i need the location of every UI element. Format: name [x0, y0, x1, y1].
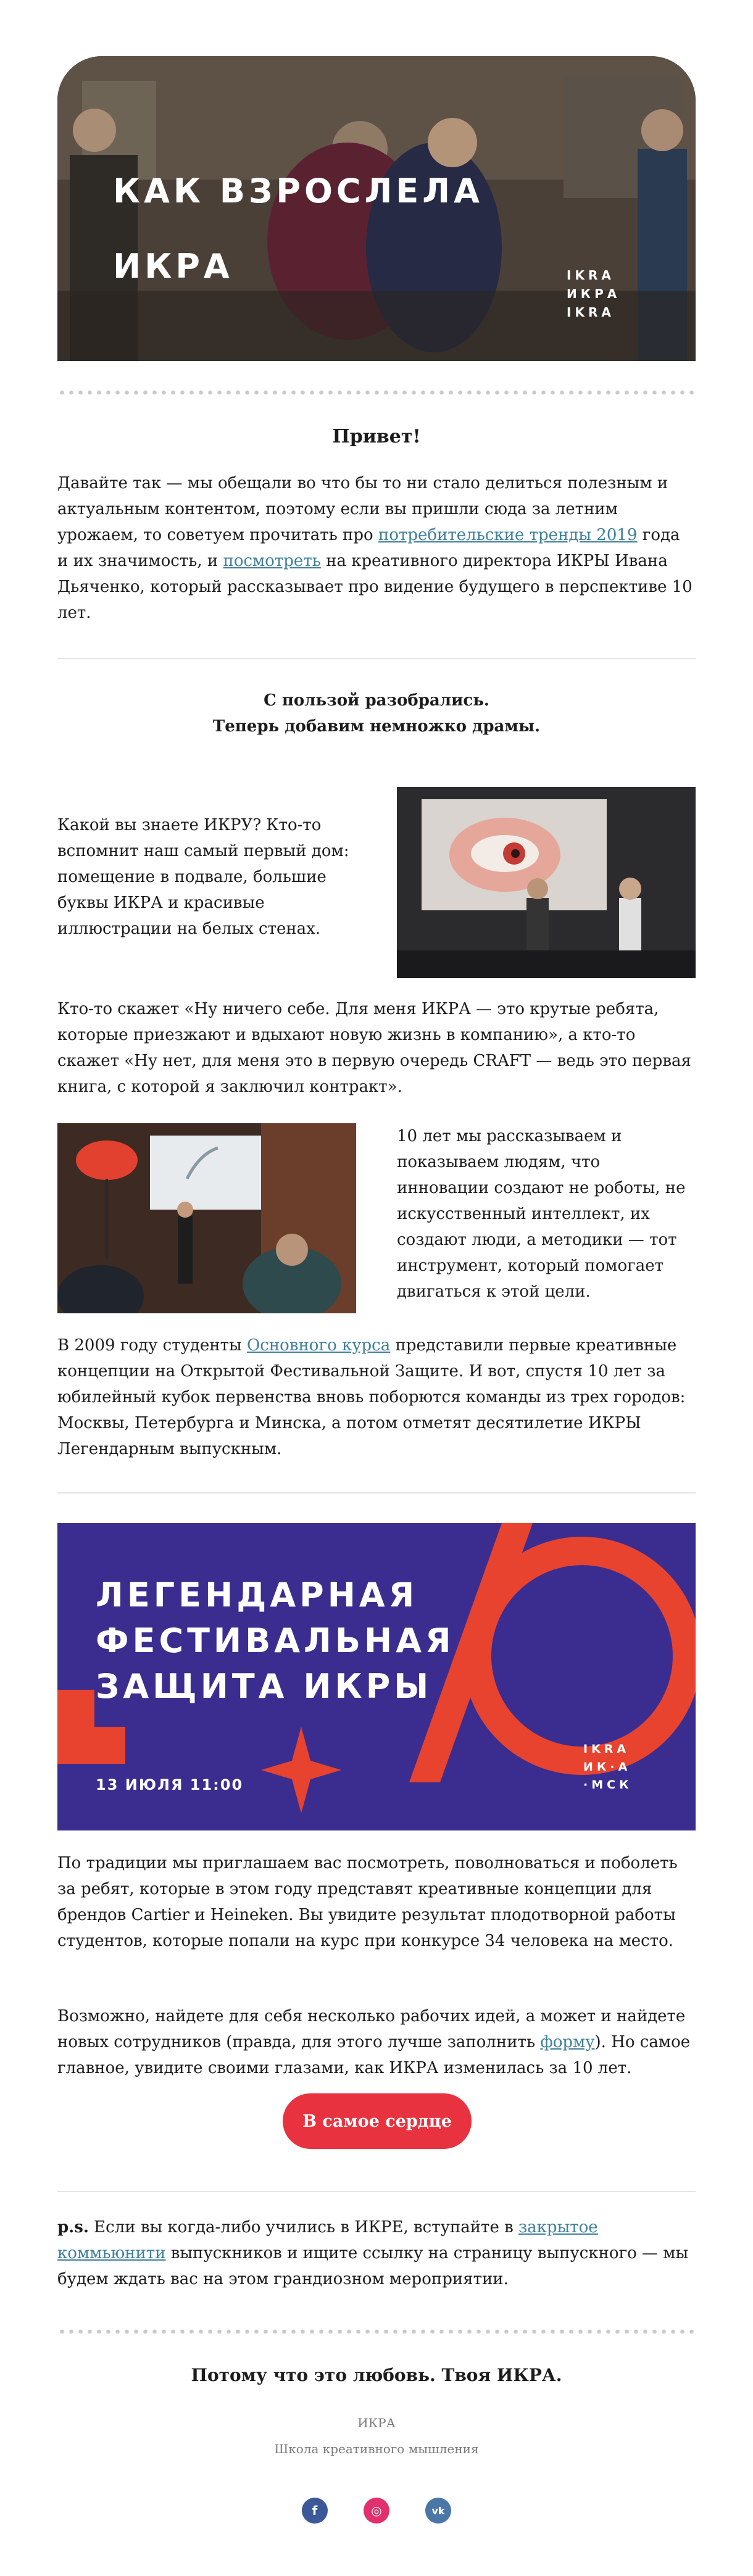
ps-prefix: p.s. — [57, 2218, 89, 2237]
festival-banner — [57, 1523, 696, 1830]
footer-brand: ИКРА — [357, 2416, 396, 2430]
cta-button[interactable]: В самое сердце — [283, 2093, 472, 2149]
footer-tagline: Школа креативного мышления — [274, 2441, 479, 2456]
ps-text: выпускников и ищите ссылку на страницу выпускного — мы будем ждать вас на этом грандиозном мероприятии. — [57, 2244, 689, 2288]
greeting-title: Привет! — [332, 426, 421, 447]
watch-link[interactable]: посмотреть — [223, 552, 321, 570]
event-hall-photo — [57, 1123, 356, 1313]
intro-text: года и их значимость, и — [57, 526, 680, 570]
event-paragraph-1 — [57, 1850, 696, 1954]
story-paragraph-1 — [57, 812, 372, 942]
vk-icon[interactable]: vk — [425, 2498, 451, 2524]
story-paragraph-2 — [57, 996, 696, 1100]
divider — [57, 1492, 696, 1494]
event-text: ). Но самое главное, увидите своими глазами, как ИКРА изменилась за 10 лет. — [57, 2033, 691, 2077]
story-text: 10 лет мы рассказываем и показываем людям, что инновации создают не роботы, не искусственный интеллект, их создают люди, а методики — тот инструмент, который помогает двигаться к этой цели. — [397, 1127, 686, 1301]
greeting-section — [57, 424, 696, 450]
drama-subtitle: С пользой разобрались. Теперь добавим немножко драмы. — [212, 691, 541, 736]
banner-logo: IKRA ИК·А ·МСК — [583, 1742, 633, 1792]
footer-signature: Потому что это любовь. Твоя ИКРА. — [191, 2365, 562, 2385]
ps-paragraph — [57, 2214, 696, 2292]
hero-title: КАК ВЗРОСЛЕЛА ИКРА — [113, 172, 483, 286]
intro-text: на креативного директора ИКРЫ Ивана Дьяченко, который рассказывает про видение будущего в перспективе 10 лет. — [57, 552, 693, 622]
intro-text: Давайте так — мы обещали во что бы то ни стало делиться полезным и актуальным контентом, поэтому если вы пришли сюда за летним урожаем, то советуем прочитать про — [57, 474, 668, 544]
divider — [57, 658, 696, 659]
greeting-paragraph — [57, 470, 696, 626]
event-text: Возможно, найдете для себя несколько рабочих идей, а может и найдете новых сотрудников (правда, для этого лучше заполнить — [57, 2007, 686, 2051]
event-text: По традиции мы приглашаем вас посмотреть, поволноваться и поболеть за ребят, которые в этом году представят креативные концепции для брендов Cartier и Heineken. Вы увидите результат плодотворной работы студентов, которые попали на курс при конкурсе 34 человека на место. — [57, 1854, 678, 1950]
ps-text: Если вы когда-либо учились в ИКРЕ, вступайте в — [88, 2218, 518, 2237]
story-text: представили первые креативные концепции на Открытой Фестивальной Защите. И вот, спустя 10 лет за юбилейный кубок первенства вновь поборются команды из трех городов: Москвы, Петербурга и Минска, а потом отметят десятилетие ИКРЫ Легендарным выпускным. — [57, 1336, 686, 1458]
story-paragraph-3 — [397, 1123, 696, 1305]
main-course-link[interactable]: Основного курса — [246, 1336, 391, 1355]
divider — [57, 2191, 696, 2192]
story-text: В 2009 году студенты — [57, 1336, 247, 1355]
trends-link[interactable]: потребительские тренды 2019 — [378, 526, 638, 544]
hero-banner — [57, 56, 696, 361]
dotted-divider — [57, 390, 696, 395]
community-link[interactable]: закрытое коммьюнити — [57, 2218, 598, 2262]
banner-title: ЛЕГЕНДАРНАЯ ФЕСТИВАЛЬНАЯ ЗАЩИТА ИКРЫ — [96, 1576, 455, 1706]
hero-logo: IKRA ИКРА IKRA — [567, 268, 621, 320]
facebook-icon[interactable]: f — [302, 2498, 328, 2524]
story-text: Кто-то скажет «Ну ничего себе. Для меня ИКРА — это крутые ребята, которые приезжают и вдыхают новую жизнь в компанию», а кто-то скажет «Ну нет, для меня это в первую очередь CRAFT — ведь это первая книга, с которой я заключил контракт». — [57, 1000, 691, 1096]
instagram-icon[interactable]: ◎ — [364, 2498, 389, 2524]
form-link[interactable]: форму — [540, 2033, 595, 2051]
dotted-divider — [57, 2329, 696, 2334]
story-paragraph-4 — [57, 1332, 696, 1462]
banner-date: 13 ИЮЛЯ 11:00 — [96, 1776, 244, 1793]
story-text: Какой вы знаете ИКРУ? Кто-то вспомнит наш самый первый дом: помещение в подвале, большие буквы ИКРА и красивые иллюстрации на белых стенах. — [57, 816, 349, 938]
presentation-photo — [397, 787, 696, 978]
event-paragraph-2 — [57, 2003, 696, 2081]
